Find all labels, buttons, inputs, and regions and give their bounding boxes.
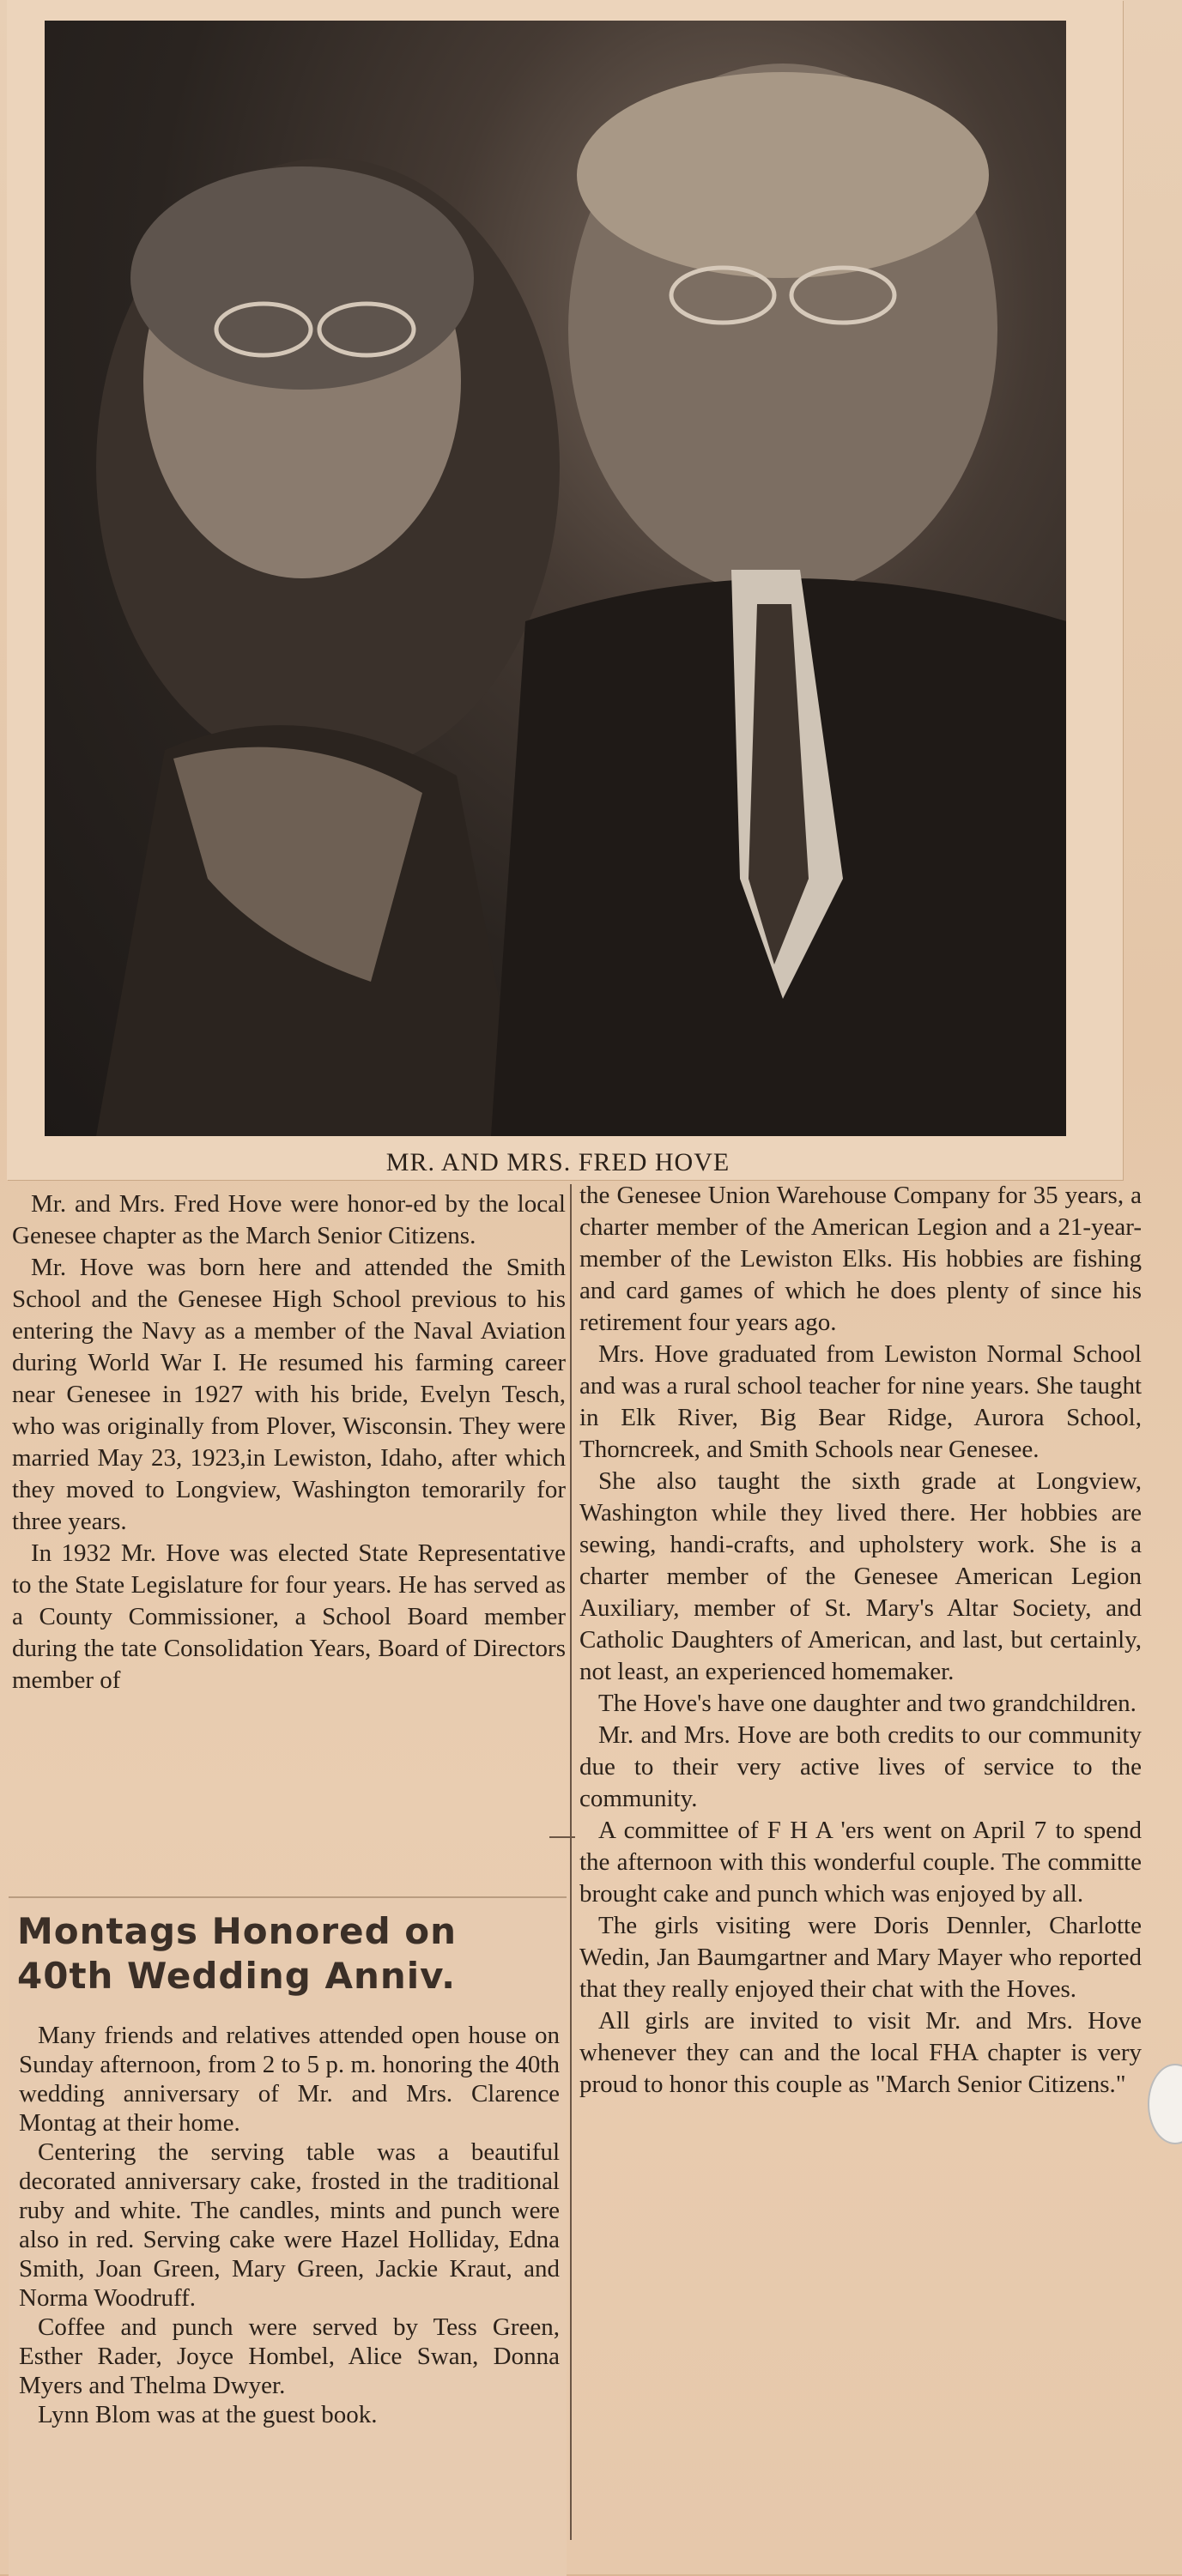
paragraph: Mr. and Mrs. Hove are both credits to our community due to their very active lives of service to the community. bbox=[579, 1721, 1142, 1812]
portrait-drawing bbox=[45, 21, 1066, 1136]
headline-line: Montags Honored on bbox=[17, 1910, 458, 1952]
column-divider bbox=[570, 1184, 572, 2540]
paragraph: Centering the serving table was a beautiful decorated anniversary cake, frosted in the traditional ruby and white. The candles, mints and punch were also in red. Serving cake were Hazel Holliday, Edna Smith, Joan Green, Mary Green, Jackie Kraut, and Norma Woodruff. bbox=[19, 2138, 560, 2312]
article-column-right bbox=[579, 1180, 1142, 2101]
paragraph: Many friends and relatives attended open house on Sunday afternoon, from 2 to 5 p. m. honoring the 40th wedding anniversary of Mr. and Mrs. Clarence Montag at their home. bbox=[19, 2022, 560, 2137]
paragraph: the Genesee Union Warehouse Company for 35 years, a charter member of the American Legion and a 21-year-member of the Lewiston Elks. His hobbies are fishing and card games of which he does plenty of since his retirement four years ago. bbox=[579, 1182, 1142, 1336]
article-column-left bbox=[12, 1188, 566, 1696]
paragraph: A committee of F H A 'ers went on April 7 to spend the afternoon with this wonderful couple. The committe brought cake and punch which was enjoyed by all. bbox=[579, 1817, 1142, 1908]
paragraph: Coffee and punch were served by Tess Green, Esther Rader, Joyce Hombel, Alice Swan, Donna Myers and Thelma Dwyer. bbox=[19, 2313, 560, 2399]
photo-caption: MR. AND MRS. FRED HOVE bbox=[385, 1148, 730, 1176]
second-article-body bbox=[19, 2021, 560, 2429]
column-end-rule bbox=[549, 1836, 575, 1838]
paragraph: All girls are invited to visit Mr. and Mrs. Hove whenever they can and the local FHA chapter is very proud to honor this couple as "March Senior Citizens." bbox=[579, 2007, 1142, 2098]
headline-line: 40th Wedding Anniv. bbox=[17, 1955, 457, 1997]
couple-portrait-photo bbox=[45, 21, 1066, 1136]
paragraph: The girls visiting were Doris Dennler, Charlotte Wedin, Jan Baumgartner and Mary Mayer who reported that they really enjoyed their chat with the Hoves. bbox=[579, 1912, 1142, 2003]
paragraph: Mr. Hove was born here and attended the Smith School and the Genesee High School previous to his entering the Navy as a member of the Naval Aviation during World War I. He resumed his farming career near Genesee in 1927 with his bride, Evelyn Tesch, who was originally from Plover, Wisconsin. They were married May 23, 1923,in Lewiston, Idaho, after which they moved to Longview, Washington temorarily for three years. bbox=[12, 1254, 566, 1535]
paragraph: She also taught the sixth grade at Longview, Washington while they lived there. Her hobbies are sewing, handi-crafts, and upholstery work. She is a charter member of the Genesee American Legion Auxiliary, member of St. Mary's Altar Society, and Catholic Daughters of American, and last, but certainly, not least, an experienced homemaker. bbox=[579, 1467, 1142, 1685]
second-article-headline bbox=[17, 1909, 549, 1999]
paragraph: In 1932 Mr. Hove was elected State Representative to the State Legislature for four years. He has served as a County Commissioner, a School Board member during the tate Consolidation Years, Board of Directors member of bbox=[12, 1539, 566, 1694]
paragraph: Mr. and Mrs. Fred Hove were honor-ed by the local Genesee chapter as the March Senior Citizens. bbox=[12, 1190, 566, 1249]
paragraph: Lynn Blom was at the guest book. bbox=[38, 2401, 378, 2428]
paragraph: Mrs. Hove graduated from Lewiston Normal School and was a rural school teacher for nine years. She taught in Elk River, Big Bear Ridge, Aurora School, Thorncreek, and Smith Schools near Genesee. bbox=[579, 1340, 1142, 1463]
paragraph: The Hove's have one daughter and two grandchildren. bbox=[598, 1690, 1137, 1717]
